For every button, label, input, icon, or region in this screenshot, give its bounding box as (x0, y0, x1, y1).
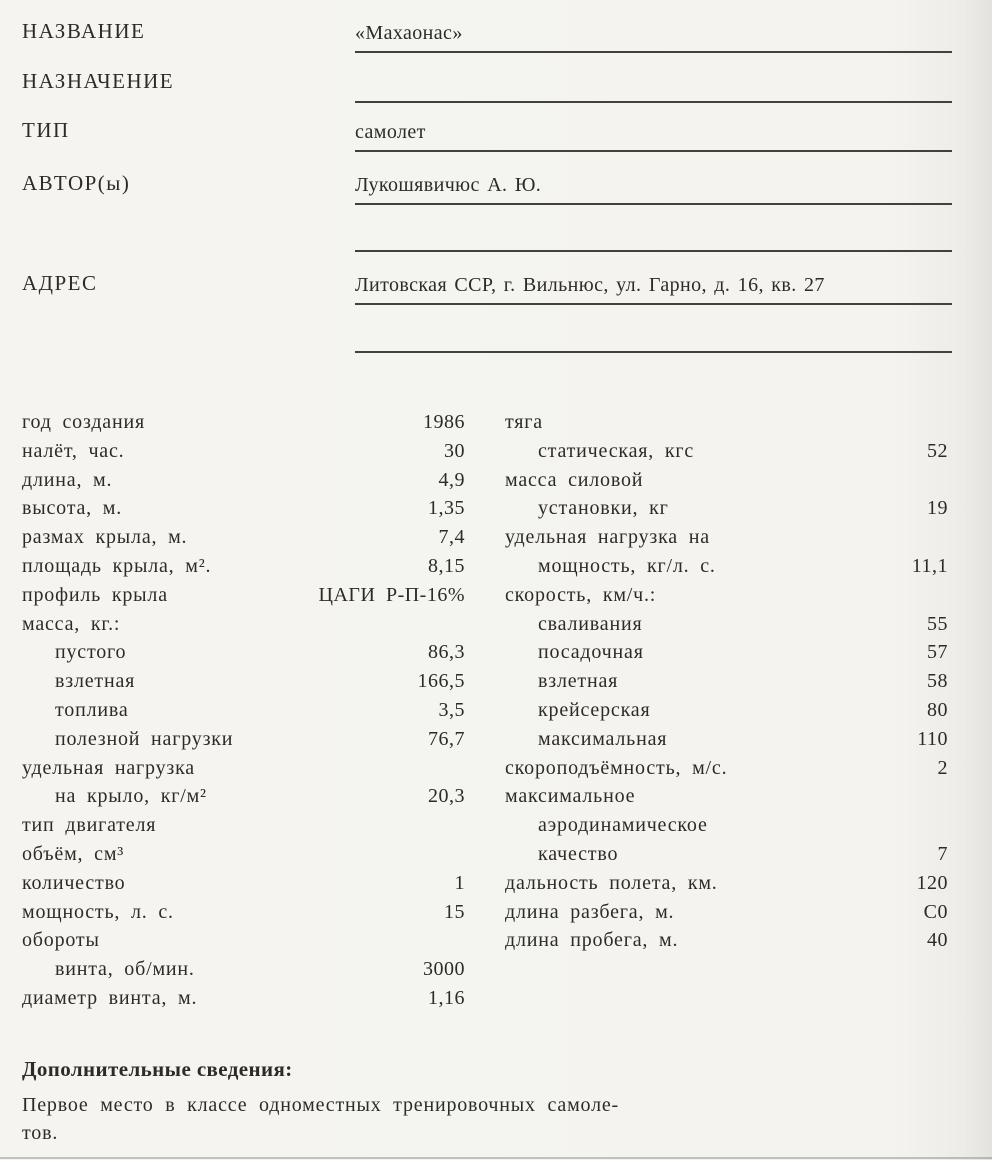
spec-value: 3000 (423, 958, 465, 981)
spec-row (505, 725, 948, 754)
additional-text-line: Первое место в классе одноместных тренировочных самоле- (22, 1093, 619, 1116)
spec-value: 76,7 (428, 727, 465, 750)
spec-row (505, 494, 948, 523)
additional-info-title: Дополнительные сведения: (22, 1056, 293, 1081)
spec-label: скороподъёмность, м/с. (505, 756, 728, 779)
spec-value: 120 (916, 871, 948, 894)
spec-value: 7,4 (438, 526, 465, 549)
spec-label: мощность, л. с. (22, 900, 174, 923)
spec-row (505, 466, 948, 495)
spec-label: обороты (22, 929, 100, 952)
field-value-line: Лукошявичюс А. Ю. (355, 174, 952, 205)
field-label: АДРЕС (22, 271, 98, 295)
spec-row (505, 926, 948, 955)
spec-label: мощность, кг/л. с. (538, 554, 716, 577)
header-field-row (0, 152, 992, 205)
field-value-line (355, 95, 952, 103)
spec-value: 8,15 (428, 554, 465, 577)
spec-label: удельная нагрузка на (505, 526, 710, 549)
spec-row (505, 782, 948, 811)
spec-label: год создания (22, 411, 145, 433)
spec-label: длина пробега, м. (505, 929, 679, 952)
spec-value: 110 (917, 727, 948, 750)
specs-section (0, 408, 992, 1013)
spec-value: 1,35 (428, 497, 465, 520)
spec-label: на крыло, кг/м² (55, 785, 207, 808)
spec-label: установки, кг (538, 497, 669, 520)
spec-value: 80 (927, 698, 948, 721)
field-label: НАЗНАЧЕНИЕ (22, 69, 175, 93)
spec-row (22, 581, 465, 610)
spec-row (505, 898, 948, 927)
spec-row (22, 667, 465, 696)
spec-row (505, 523, 948, 552)
spec-row (22, 523, 465, 552)
spec-row (505, 667, 948, 696)
spec-row (22, 725, 465, 754)
spec-row (22, 926, 465, 955)
header-field-row (0, 252, 992, 305)
spec-value: 15 (444, 900, 465, 923)
spec-row (22, 782, 465, 811)
spec-label: посадочная (538, 641, 644, 664)
header-form-fields (0, 0, 992, 353)
spec-label: скорость, км/ч.: (505, 583, 657, 606)
field-value-line: «Махаонас» (355, 22, 952, 53)
field-value-line (355, 345, 952, 353)
spec-label: крейсерская (538, 698, 651, 721)
spec-label: тип двигателя (22, 814, 157, 837)
header-field-row (0, 103, 992, 152)
spec-row (505, 610, 948, 639)
spec-label: профиль крыла (22, 583, 168, 606)
field-value-line: Литовская ССР, г. Вильнюс, ул. Гарно, д. 16, кв. 27 (355, 274, 952, 305)
spec-value: 1986 (423, 411, 465, 433)
spec-label: винта, об/мин. (55, 958, 195, 981)
spec-label: диаметр винта, м. (22, 986, 198, 1009)
specs-right-column (505, 408, 948, 1013)
spec-value: 11,1 (911, 554, 948, 577)
spec-value: C0 (923, 900, 948, 923)
spec-label: качество (538, 842, 619, 865)
spec-label: площадь крыла, м². (22, 554, 212, 577)
additional-info-text (22, 1091, 992, 1147)
header-field-row (0, 205, 992, 252)
spec-label: взлетная (538, 670, 619, 693)
spec-value: 166,5 (417, 670, 465, 693)
header-field-row (0, 305, 992, 353)
specs-left-column (22, 408, 465, 1013)
spec-label: длина разбега, м. (505, 900, 675, 923)
spec-row (22, 696, 465, 725)
header-field-row (0, 0, 992, 53)
spec-row (22, 494, 465, 523)
spec-label: размах крыла, м. (22, 526, 188, 549)
spec-label: длина, м. (22, 468, 113, 491)
spec-value: 19 (927, 497, 948, 520)
spec-value: 20,3 (428, 785, 465, 808)
spec-row (505, 581, 948, 610)
spec-row (505, 754, 948, 783)
spec-row (505, 437, 948, 466)
spec-value: 1,16 (428, 986, 465, 1009)
spec-row (22, 408, 465, 437)
spec-row (505, 552, 948, 581)
header-field-row (0, 53, 992, 103)
spec-row (22, 811, 465, 840)
spec-row (22, 466, 465, 495)
spec-value: 4,9 (438, 468, 465, 491)
spec-label: максимальная (538, 727, 668, 750)
spec-row (22, 984, 465, 1013)
spec-label: полезной нагрузки (55, 727, 234, 750)
spec-value: 57 (927, 641, 948, 664)
spec-label: масса, кг.: (22, 612, 121, 635)
spec-value: ЦАГИ Р-П-16% (318, 583, 465, 606)
field-label: НАЗВАНИЕ (22, 19, 146, 43)
spec-value: 52 (927, 439, 948, 462)
spec-row (505, 408, 948, 437)
spec-row (505, 869, 948, 898)
spec-label: аэродинамическое (538, 814, 708, 837)
spec-row (22, 610, 465, 639)
field-label: ТИП (22, 118, 70, 142)
spec-row (22, 955, 465, 984)
spec-value: 2 (937, 756, 948, 779)
field-value-line (355, 244, 952, 252)
additional-text-line: тов. (22, 1121, 59, 1144)
spec-label: тяга (505, 411, 543, 433)
spec-row (22, 638, 465, 667)
spec-row (22, 754, 465, 783)
spec-label: количество (22, 871, 126, 894)
spec-label: объём, см³ (22, 842, 125, 865)
spec-row (22, 840, 465, 869)
spec-label: дальность полета, км. (505, 871, 718, 894)
additional-info-section (0, 1057, 992, 1147)
spec-row (505, 638, 948, 667)
spec-value: 86,3 (428, 641, 465, 664)
spec-label: налёт, час. (22, 439, 125, 462)
spec-row (505, 696, 948, 725)
spec-row (505, 840, 948, 869)
spec-label: масса силовой (505, 468, 644, 491)
field-label (0, 344, 355, 353)
spec-row (505, 811, 948, 840)
spec-value: 1 (454, 871, 465, 894)
spec-value: 40 (927, 929, 948, 952)
spec-label: максимальное (505, 785, 636, 808)
spec-value: 3,5 (438, 698, 465, 721)
spec-label: топлива (55, 698, 129, 721)
spec-label: удельная нагрузка (22, 756, 195, 779)
spec-label: взлетная (55, 670, 136, 693)
field-value-line: самолет (355, 121, 952, 152)
spec-label: высота, м. (22, 497, 123, 520)
spec-label: сваливания (538, 612, 643, 635)
spec-row (22, 869, 465, 898)
spec-row (22, 437, 465, 466)
spec-label: статическая, кгс (538, 439, 695, 462)
spec-value: 30 (444, 439, 465, 462)
spec-label: пустого (55, 641, 127, 664)
field-label (0, 243, 355, 252)
spec-row (22, 898, 465, 927)
spec-row (22, 552, 465, 581)
spec-value: 55 (927, 612, 948, 635)
spec-value: 58 (927, 670, 948, 693)
field-label: АВТОР(ы) (22, 171, 131, 195)
spec-value: 7 (937, 842, 948, 865)
